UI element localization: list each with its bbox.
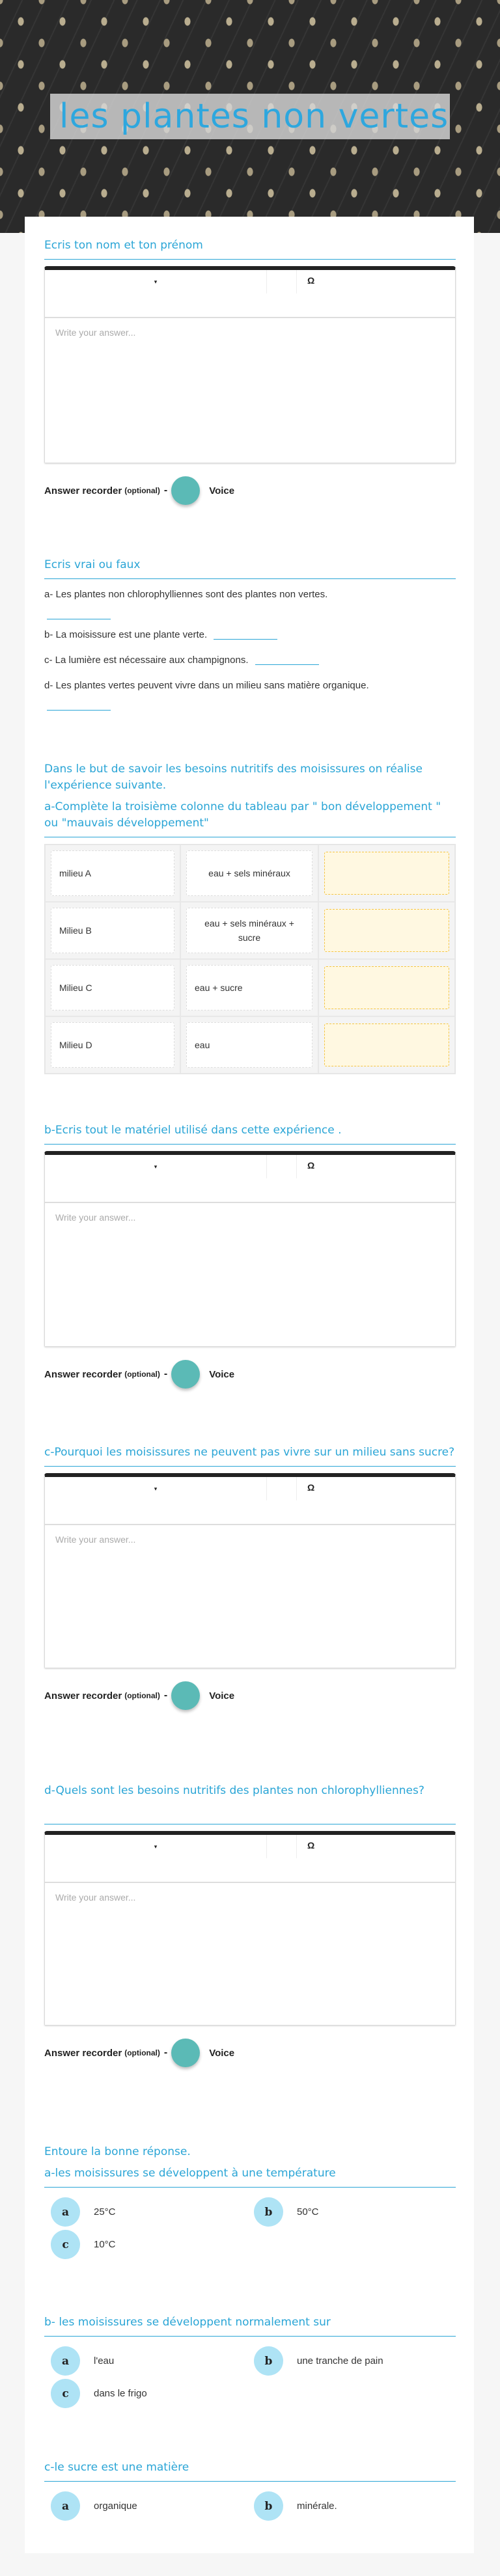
recorder-dash: -: [163, 485, 168, 496]
option-letter-badge: a: [51, 2491, 80, 2521]
section-title: d-Quels sont les besoins nutritifs des plantes non chlorophylliennes?: [44, 1783, 456, 1824]
content-cell: eau: [186, 1022, 312, 1068]
recorder-label: Answer recorder: [44, 1690, 122, 1702]
options-list: [44, 2491, 456, 2521]
blank-input[interactable]: [47, 701, 111, 711]
table-row: [45, 902, 455, 959]
recorder-optional: (optional): [124, 1370, 160, 1379]
answer-input[interactable]: [45, 1203, 455, 1346]
content-cell: eau + sels minéraux: [186, 850, 312, 896]
format-dropdown[interactable]: ▾: [154, 1843, 158, 1850]
voice-label: Voice: [209, 1690, 235, 1702]
toolbar-separator: [266, 1835, 297, 1858]
section-pourquoi: [44, 1444, 456, 1710]
record-button[interactable]: [171, 2039, 200, 2067]
editor-toolbar: [45, 1155, 455, 1203]
statement: d- Les plantes vertes peuvent vivre dans un milieu sans matière organique.: [44, 680, 369, 691]
recorder-dash: -: [163, 2047, 168, 2058]
recorder-optional: (optional): [124, 486, 160, 495]
section-title: Ecris ton nom et ton prénom: [44, 237, 456, 260]
toolbar-separator: [266, 1477, 297, 1500]
blank-input[interactable]: [214, 630, 277, 640]
content-cell: eau + sucre: [186, 965, 312, 1010]
option-text: 50°C: [297, 2206, 319, 2217]
option-text: minérale.: [297, 2501, 337, 2512]
record-button[interactable]: [171, 1360, 200, 1389]
drop-zone[interactable]: [324, 852, 449, 895]
voice-label: Voice: [209, 1368, 235, 1380]
format-dropdown[interactable]: ▾: [154, 1163, 158, 1170]
section-besoins: [44, 1783, 456, 2067]
section-title: Ecris vrai ou faux: [44, 557, 456, 579]
rich-text-editor: [44, 1831, 456, 2026]
section-title: c-le sucre est une matière: [44, 2460, 456, 2482]
answer-input[interactable]: [45, 1883, 455, 2025]
recorder-label: Answer recorder: [44, 485, 122, 496]
section-title: b-Ecris tout le matériel utilisé dans cette expérience .: [44, 1122, 456, 1145]
option-c[interactable]: [51, 2379, 254, 2408]
section-title-line: Entoure la bonne réponse.: [44, 2145, 191, 2158]
section-sucre: [44, 2460, 456, 2521]
option-text: dans le frigo: [94, 2388, 147, 2399]
toolbar-separator: [266, 1155, 297, 1178]
answer-recorder: [44, 1681, 456, 1710]
recorder-label: Answer recorder: [44, 2047, 122, 2059]
option-text: organique: [94, 2501, 137, 2512]
option-b[interactable]: [254, 2491, 457, 2521]
option-text: 10°C: [94, 2239, 116, 2250]
option-letter-badge: b: [254, 2346, 283, 2376]
option-letter-badge: a: [51, 2346, 80, 2376]
voice-label: Voice: [209, 485, 235, 496]
milieu-cell: milieu A: [51, 850, 174, 896]
record-button[interactable]: [171, 476, 200, 505]
record-button[interactable]: [171, 1681, 200, 1710]
statement: b- La moisissure est une plante verte.: [44, 629, 456, 641]
rich-text-editor: [44, 1473, 456, 1668]
drop-zone[interactable]: [324, 1024, 449, 1066]
section-title: [44, 761, 456, 837]
rich-text-editor: [44, 1151, 456, 1347]
option-letter-badge: b: [254, 2197, 283, 2227]
table-row: [45, 1016, 455, 1074]
editor-toolbar: [45, 270, 455, 318]
format-dropdown[interactable]: ▾: [154, 278, 158, 285]
milieu-cell: Milieu C: [51, 965, 174, 1010]
voice-label: Voice: [209, 2047, 235, 2059]
recorder-dash: -: [163, 1690, 168, 1701]
option-text: l'eau: [94, 2355, 115, 2366]
editor-toolbar: [45, 1835, 455, 1883]
section-name: [44, 237, 456, 505]
section-title: b- les moisissures se développent normalement sur: [44, 2314, 456, 2337]
section-title: [44, 2144, 456, 2188]
section-true-false: [44, 557, 456, 712]
editor-toolbar: [45, 1477, 455, 1525]
answer-recorder: [44, 2039, 456, 2067]
section-experiment-table: [44, 761, 456, 1074]
table-row: [45, 959, 455, 1016]
answer-input[interactable]: [45, 318, 455, 463]
option-a[interactable]: [51, 2197, 254, 2227]
section-temperature: [44, 2144, 456, 2259]
drop-zone[interactable]: [324, 909, 449, 952]
section-title: c-Pourquoi les moisissures ne peuvent pas vivre sur un milieu sans sucre?: [44, 1444, 456, 1467]
options-list: [44, 2346, 456, 2408]
option-text: une tranche de pain: [297, 2355, 383, 2366]
option-a[interactable]: [51, 2491, 254, 2521]
option-letter-badge: a: [51, 2197, 80, 2227]
page-title: les plantes non vertes: [59, 97, 449, 136]
section-title-line: a-Complète la troisième colonne du tableau par " bon développement " ou "mauvais développement": [44, 800, 441, 830]
answer-recorder: [44, 1360, 456, 1389]
option-c[interactable]: [51, 2230, 254, 2259]
content-cell: eau + sels minéraux + sucre: [186, 908, 312, 953]
recorder-optional: (optional): [124, 1691, 160, 1700]
option-letter-badge: c: [51, 2230, 80, 2259]
experiment-table: [44, 844, 456, 1074]
special-char-icon[interactable]: Ω: [307, 1482, 315, 1493]
option-letter-badge: b: [254, 2491, 283, 2521]
section-developpement: [44, 2314, 456, 2408]
statement: a- Les plantes non chlorophylliennes sont des plantes non vertes.: [44, 589, 328, 600]
recorder-dash: -: [163, 1368, 168, 1379]
option-text: 25°C: [94, 2206, 116, 2217]
option-b[interactable]: [254, 2346, 457, 2376]
special-char-icon[interactable]: Ω: [307, 1160, 315, 1171]
toolbar-separator: [266, 270, 297, 293]
milieu-cell: Milieu D: [51, 1022, 174, 1068]
recorder-label: Answer recorder: [44, 1368, 122, 1380]
drop-zone[interactable]: [324, 966, 449, 1009]
options-list: [44, 2197, 456, 2259]
recorder-optional: (optional): [124, 2048, 160, 2057]
section-title-line: a-les moisissures se développent à une température: [44, 2167, 336, 2180]
blank-input[interactable]: [255, 656, 319, 665]
header-banner: [0, 0, 500, 233]
worksheet-card: [25, 217, 474, 2553]
section-title-line: Dans le but de savoir les besoins nutritifs des moisissures on réalise l'expérience suivante.: [44, 763, 423, 792]
answer-input[interactable]: [45, 1525, 455, 1668]
rich-text-editor: [44, 266, 456, 463]
milieu-cell: Milieu B: [51, 908, 174, 953]
section-materiel: [44, 1122, 456, 1389]
option-b[interactable]: [254, 2197, 457, 2227]
format-dropdown[interactable]: ▾: [154, 1485, 158, 1492]
option-a[interactable]: [51, 2346, 254, 2376]
option-letter-badge: c: [51, 2379, 80, 2408]
answer-recorder: [44, 476, 456, 505]
table-row: [45, 845, 455, 902]
special-char-icon[interactable]: Ω: [307, 1840, 315, 1851]
blank-input[interactable]: [47, 610, 111, 619]
statement: c- La lumière est nécessaire aux champignons.: [44, 654, 456, 666]
special-char-icon[interactable]: Ω: [307, 275, 315, 286]
page-title-box: [50, 94, 450, 139]
